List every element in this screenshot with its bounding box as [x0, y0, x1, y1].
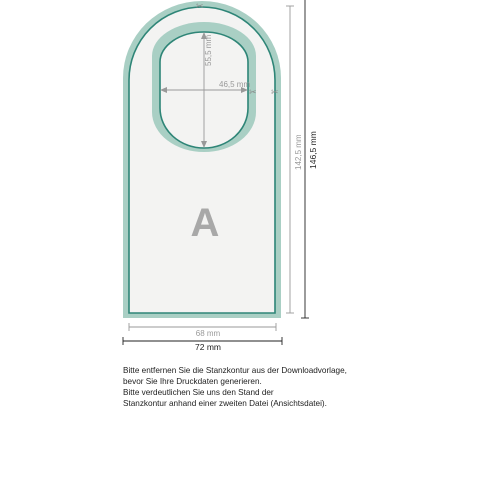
scissors-icon: ✂ — [271, 88, 279, 98]
outer-width-label: 72 mm — [195, 342, 221, 352]
note-line: bevor Sie Ihre Druckdaten generieren. — [123, 377, 262, 386]
hole-width-label: 46,5 mm — [219, 80, 251, 89]
note-line: Bitte verdeutlichen Sie uns den Stand der — [123, 388, 274, 397]
note-line: Stanzkontur anhand einer zweiten Datei (Ansichtsdatei). — [123, 399, 327, 408]
note-line: Bitte entfernen Sie die Stanzkontur aus der Downloadvorlage, — [123, 366, 347, 375]
inner-height-dimension-line — [286, 6, 294, 313]
hole-height-label: 55,5 mm — [204, 34, 213, 66]
instruction-note — [123, 365, 483, 409]
inner-width-label: 68 mm — [195, 329, 221, 338]
outer-height-label: 146,5 mm — [308, 131, 318, 169]
inner-height-label: 142,5 mm — [294, 134, 303, 170]
scissors-icon: ✂ — [249, 88, 257, 98]
scissors-icon: ✂ — [196, 2, 204, 12]
version-letter: A — [190, 201, 220, 245]
